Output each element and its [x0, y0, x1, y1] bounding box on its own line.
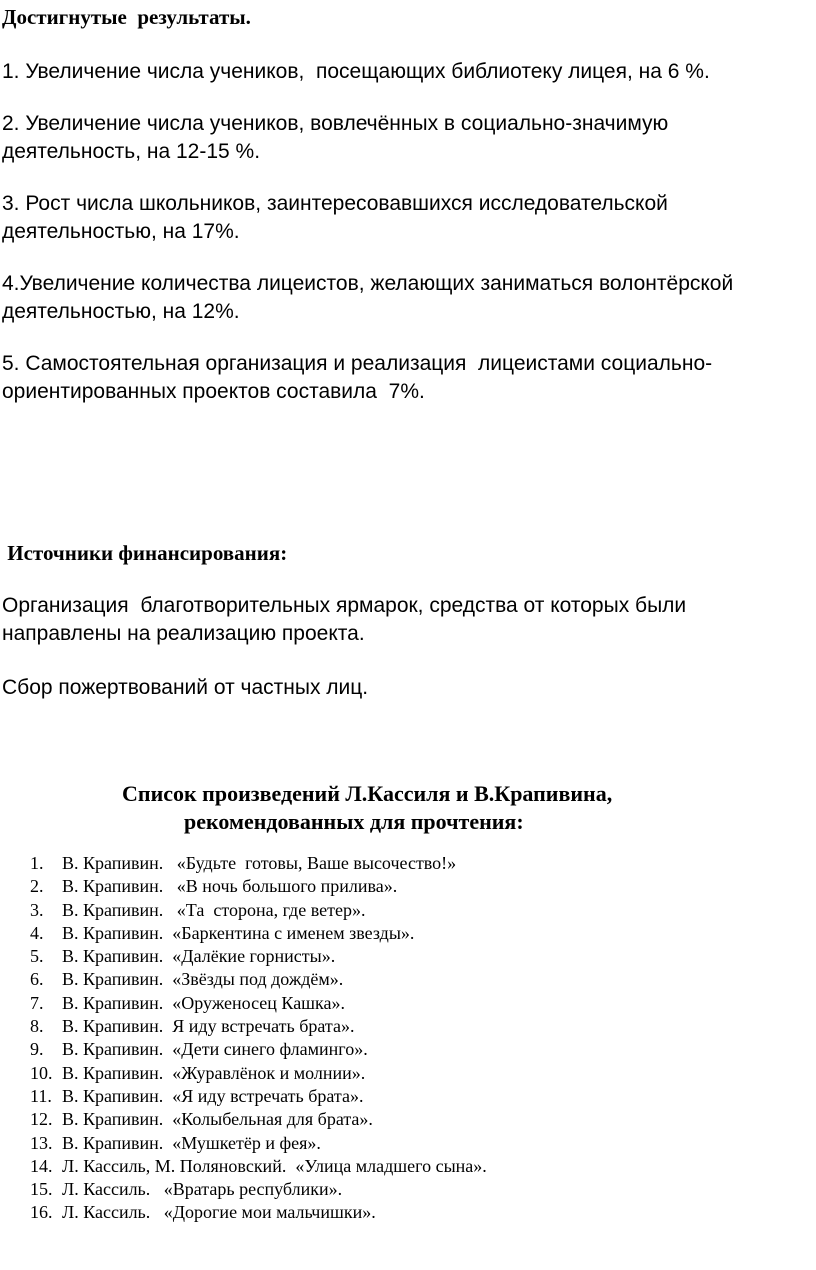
result-item-line: 2. Увеличение числа учеников, вовлечённых в социально-значимую [2, 112, 669, 135]
funding-heading: Источники финансирования: [2, 541, 288, 565]
list-item-text: В. Крапивин. «Я иду встречать брата». [62, 1085, 364, 1106]
list-item-number: 5. [30, 946, 44, 967]
list-item-number: 2. [30, 876, 44, 897]
result-item-line: ориентированных проектов составила 7%. [2, 380, 425, 403]
list-item-text: В. Крапивин. Я иду встречать брата». [62, 1016, 355, 1037]
list-item-text: В. Крапивин. «Дети синего фламинго». [62, 1039, 368, 1060]
list-item-text: Л. Кассиль. «Дорогие мои мальчишки». [62, 1202, 376, 1223]
list-item-text: В. Крапивин. «Мушкетёр и фея». [62, 1132, 321, 1153]
list-item-text: В. Крапивин. «Та сторона, где ветер». [62, 899, 366, 920]
reading-list-title-line-2: рекомендованных для прочтения: [184, 809, 524, 834]
result-item-line: 4.Увеличение количества лицеистов, желающих заниматься волонтёрской [2, 272, 734, 295]
list-item-text: В. Крапивин. «Звёзды под дождём». [62, 969, 344, 990]
list-item-text: В. Крапивин. «Журавлёнок и молнии». [62, 1062, 366, 1083]
list-item-text: Л. Кассиль. «Вратарь республики». [62, 1179, 343, 1200]
funding-item-line: Сбор пожертвований от частных лиц. [2, 676, 369, 699]
list-item-number: 10. [30, 1062, 53, 1083]
result-item-1 [2, 58, 710, 86]
list-item-number: 6. [30, 969, 44, 990]
list-item-text: В. Крапивин. «В ночь большого прилива». [62, 876, 398, 897]
list-item-text: Л. Кассиль, М. Поляновский. «Улица младшего сына». [62, 1155, 487, 1176]
list-item-number: 4. [30, 922, 44, 943]
funding-item-2 [2, 674, 368, 702]
list-item-text: В. Крапивин. «Колыбельная для брата». [62, 1109, 373, 1130]
result-item-line: деятельностью, на 12%. [2, 300, 240, 323]
funding-item-line: Организация благотворительных ярмарок, средства от которых были [2, 594, 687, 617]
results-heading: Достигнутые результаты. [2, 5, 251, 29]
result-item-3 [2, 190, 668, 246]
results-heading-block [2, 4, 251, 30]
list-item-text: В. Крапивин. «Будьте готовы, Ваше высочество!» [62, 853, 457, 873]
list-item-number: 3. [30, 899, 44, 920]
result-item-2 [2, 110, 668, 166]
result-item-line: 1. Увеличение числа учеников, посещающих библиотеку лицея, на 6 %. [2, 60, 710, 83]
result-item-4 [2, 270, 733, 326]
result-item-5 [2, 350, 712, 406]
result-item-line: деятельностью, на 17%. [2, 220, 240, 243]
list-item-number: 15. [30, 1179, 53, 1200]
list-item-number: 1. [30, 853, 44, 873]
list-item-number: 7. [30, 992, 44, 1013]
result-item-line: деятельность, на 12-15 %. [2, 140, 261, 163]
list-item-number: 13. [30, 1132, 53, 1153]
funding-heading-block [2, 540, 287, 566]
reading-list-title-line-1: Список произведений Л.Кассиля и В.Крапивина, [122, 781, 613, 806]
list-item-text: В. Крапивин. «Оруженосец Кашка». [62, 992, 345, 1013]
funding-item-line: направлены на реализацию проекта. [2, 622, 365, 645]
list-item-number: 8. [30, 1016, 44, 1037]
result-item-line: 5. Самостоятельная организация и реализация лицеистами социально- [2, 352, 713, 375]
list-item-text: В. Крапивин. «Баркентина с именем звезды». [62, 922, 415, 943]
funding-item-1 [2, 592, 686, 648]
list-item-number: 16. [30, 1202, 53, 1223]
list-item-number: 14. [30, 1155, 53, 1176]
result-item-line: 3. Рост числа школьников, заинтересовавшихся исследовательской [2, 192, 668, 215]
list-item-number: 12. [30, 1109, 53, 1130]
list-item-number: 11. [30, 1085, 52, 1106]
list-item-number: 9. [30, 1039, 44, 1060]
list-item-text: В. Крапивин. «Далёкие горнисты». [62, 946, 336, 967]
